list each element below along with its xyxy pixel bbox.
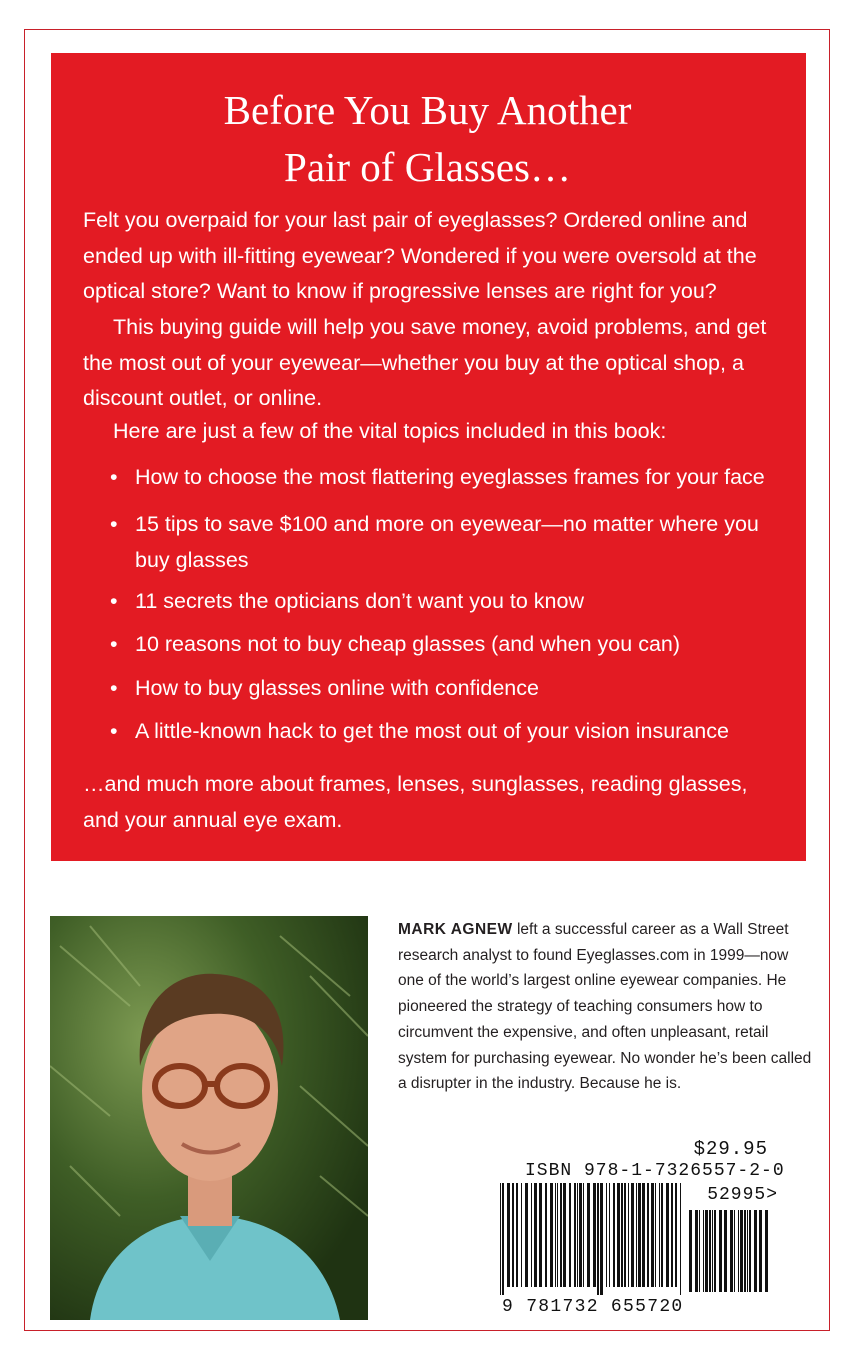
bullet-icon: • [110,589,118,613]
barcode-bar [600,1183,603,1295]
bullet-icon: • [110,632,118,656]
barcode-bar [534,1183,537,1287]
closing-paragraph: …and much more about frames, lenses, sunglasses, reading glasses, and your annual eye exam. [83,772,748,832]
barcode-bar [525,1183,528,1287]
barcode-bar [642,1183,645,1287]
barcode-bar [734,1210,735,1292]
barcode-bar [675,1183,677,1287]
barcode-bar [545,1183,547,1287]
barcode-bar [531,1183,532,1287]
barcode-bar [703,1210,704,1292]
author-portrait-illustration [50,916,368,1320]
barcode-bar [579,1183,582,1287]
barcode-bar [577,1183,578,1287]
barcode-bar [655,1183,656,1287]
barcode-bar [516,1183,518,1287]
barcode-bar [563,1183,566,1287]
ean-number: 9 781732 655720 [502,1297,684,1317]
bullet-icon: • [110,719,118,743]
barcode-bar [666,1183,669,1287]
price-label: $29.95 [693,1138,768,1160]
ean-barcode [498,1183,688,1295]
barcode-bar [744,1210,746,1292]
barcode-bar [512,1183,514,1287]
topic-item [110,671,790,707]
barcode-bar [719,1210,722,1292]
barcode-bar [638,1183,641,1287]
barcode-bar [500,1183,501,1295]
barcode-bar [560,1183,562,1287]
barcode-bar [730,1210,733,1292]
barcode-bar [502,1183,504,1295]
barcode-bar [597,1183,599,1295]
topic-text: How to buy glasses online with confidence [135,676,539,700]
topic-text: How to choose the most flattering eyeglasses frames for your face [135,465,765,489]
barcode-bar [609,1183,610,1287]
topic-text: 11 secrets the opticians don’t want you to know [135,589,584,613]
author-name: MARK AGNEW [398,921,513,938]
barcode-bar [621,1183,623,1287]
barcode-bar [507,1183,510,1287]
bullet-icon: • [110,512,118,536]
author-bio [398,917,818,1097]
barcode-bar [740,1210,743,1292]
bullet-icon: • [110,676,118,700]
topic-item [110,460,790,496]
barcode-bar [712,1210,713,1292]
barcode-bar [695,1210,698,1292]
headline-line-2: Pair of Glasses… [284,144,571,190]
headline [0,82,855,196]
barcode-bar [587,1183,590,1287]
barcode-bar [550,1183,553,1287]
barcode-bar [671,1183,673,1287]
barcode-bar [593,1183,596,1287]
barcode-bar [659,1183,660,1287]
barcode-block [490,1135,795,1320]
topic-text: 10 reasons not to buy cheap glasses (and when you can) [135,632,681,656]
topic-item [110,714,790,750]
barcode-bar [557,1183,558,1287]
topics-intro: Here are just a few of the vital topics included in this book: [113,419,667,443]
barcode-bar [699,1210,700,1292]
barcode-bar [631,1183,634,1287]
barcode-bar [738,1210,739,1292]
barcode-bar [624,1183,626,1287]
barcode-bar [636,1183,637,1287]
bullet-icon: • [110,465,118,489]
barcode-bar [705,1210,708,1292]
barcode-bar [661,1183,663,1287]
topic-item [110,584,790,620]
barcode-bar [583,1183,584,1287]
barcode-bar [606,1183,607,1287]
barcode-bar [651,1183,654,1287]
topic-text: A little-known hack to get the most out of your vision insurance [135,719,729,743]
topic-text: 15 tips to save $100 and more on eyewear—no matter where you buy glasses [135,512,759,572]
author-photo [50,916,368,1320]
guide-paragraph: This buying guide will help you save money, avoid problems, and get the most out of your eyewear—whether you buy at the optical shop, a discount outlet, or online. [83,315,767,410]
price-code-label: 52995> [707,1185,778,1205]
barcode-bar [714,1210,716,1292]
barcode-bar [749,1210,751,1292]
barcode-bar [754,1210,757,1292]
barcode-bar [689,1210,692,1292]
barcode-bar [628,1183,629,1287]
price-barcode [687,1210,772,1300]
barcode-bar [647,1183,649,1287]
barcode-bar [709,1210,711,1292]
isbn-label: ISBN 978-1-7326557-2-0 [525,1161,785,1181]
barcode-bar [555,1183,556,1287]
intro-paragraph: Felt you overpaid for your last pair of eyeglasses? Ordered online and ended up with ill-fitting eyewear? Wondered if you were oversold at the optical store? Want to know if progressive lenses are right for you? [83,208,757,303]
headline-line-1: Before You Buy Another [223,87,632,133]
author-bio-text: left a successful career as a Wall Street research analyst to found Eyeglasses.com in 1999—now one of the world’s largest online eyewear companies. He pioneered the strategy of teaching consumers how to circumvent the expensive, and often unpleasant, retail system for purchasing eyewear. No wonder he’s been called a disrupter in the industry. Because he is. [398,921,812,1093]
barcode-bar [539,1183,542,1287]
barcode-bar [759,1210,762,1292]
barcode-bar [724,1210,727,1292]
barcode-bar [747,1210,748,1292]
topic-item [110,507,790,578]
topic-item [110,627,790,663]
barcode-bar [521,1183,522,1287]
barcode-bar [613,1183,615,1287]
barcode-bar [617,1183,620,1287]
barcode-bar [569,1183,571,1287]
barcode-bar [680,1183,681,1295]
barcode-bar [574,1183,576,1287]
barcode-bar [765,1210,768,1292]
